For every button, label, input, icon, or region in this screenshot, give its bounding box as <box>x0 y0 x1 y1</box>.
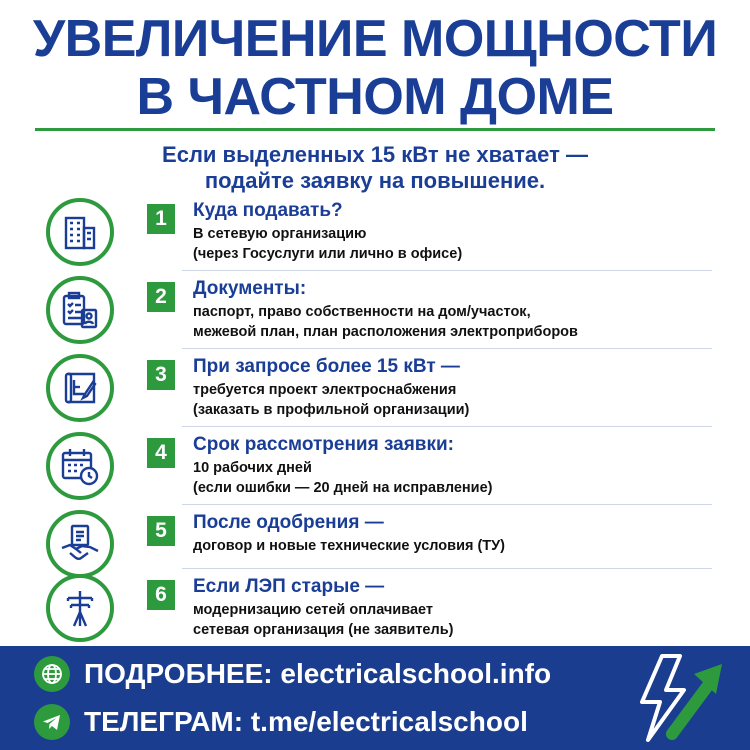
step-item-3 <box>0 352 750 428</box>
step-divider <box>182 568 712 569</box>
step-text-line-1: требуется проект электроснабжения <box>193 382 457 398</box>
subtitle <box>0 142 750 194</box>
handshake-document-icon <box>46 510 114 578</box>
step-item-2 <box>0 274 750 350</box>
step-number: 5 <box>147 516 175 546</box>
step-divider <box>182 426 712 427</box>
step-text-line-1: паспорт, право собственности на дом/участок, <box>193 304 531 320</box>
power-line-pole-icon <box>46 574 114 642</box>
step-number: 2 <box>147 282 175 312</box>
step-text-line-1: 10 рабочих дней <box>193 460 312 476</box>
step-text-line-2: сетевая организация (не заявитель) <box>193 622 454 638</box>
step-number: 4 <box>147 438 175 468</box>
step-text-line-1: В сетевую организацию <box>193 226 367 242</box>
step-text-line-2: (через Госуслуги или лично в офисе) <box>193 246 463 262</box>
website-link-text[interactable]: ПОДРОБНЕЕ: electricalschool.info <box>84 658 552 689</box>
globe-icon <box>34 656 70 692</box>
step-number: 1 <box>147 204 175 234</box>
step-item-1 <box>0 196 750 272</box>
telegram-link-text[interactable]: ТЕЛЕГРАМ: t.me/electricalschool <box>84 706 528 737</box>
telegram-link[interactable] <box>34 702 634 742</box>
step-number: 3 <box>147 360 175 390</box>
step-text-line-1: модернизацию сетей оплачивает <box>193 602 433 618</box>
step-text-line-2: (если ошибки — 20 дней на исправление) <box>193 480 493 496</box>
step-item-6 <box>0 572 750 648</box>
step-heading: Срок рассмотрения заявки: <box>193 434 455 455</box>
project-blueprint-icon <box>46 354 114 422</box>
subtitle-line-2: подайте заявку на повышение. <box>204 168 546 193</box>
subtitle-line-1: Если выделенных 15 кВт не хватает — <box>162 142 588 167</box>
title-line-2: В ЧАСТНОМ ДОМЕ <box>136 68 614 126</box>
documents-clipboard-icon <box>46 276 114 344</box>
step-divider <box>182 348 712 349</box>
step-heading: Куда подавать? <box>193 200 343 221</box>
title-line-1: УВЕЛИЧЕНИЕ МОЩНОСТИ <box>32 10 718 68</box>
step-divider <box>182 270 712 271</box>
step-text-line-2: межевой план, план расположения электроприборов <box>193 324 578 340</box>
page-title <box>0 10 750 126</box>
step-heading: Документы: <box>193 278 307 299</box>
step-text-line-2: (заказать в профильной организации) <box>193 402 470 418</box>
step-heading: При запросе более 15 кВт — <box>193 356 460 377</box>
website-link[interactable] <box>34 654 634 694</box>
calendar-clock-icon <box>46 432 114 500</box>
step-number: 6 <box>147 580 175 610</box>
step-divider <box>182 504 712 505</box>
step-heading: Если ЛЭП старые — <box>193 576 385 597</box>
office-building-icon <box>46 198 114 266</box>
title-divider <box>35 128 715 131</box>
step-text-line-1: договор и новые технические условия (ТУ) <box>193 538 506 554</box>
step-item-4 <box>0 430 750 506</box>
step-heading: После одобрения — <box>193 512 384 533</box>
lightning-bolt-logo <box>628 652 728 744</box>
telegram-icon <box>34 704 70 740</box>
